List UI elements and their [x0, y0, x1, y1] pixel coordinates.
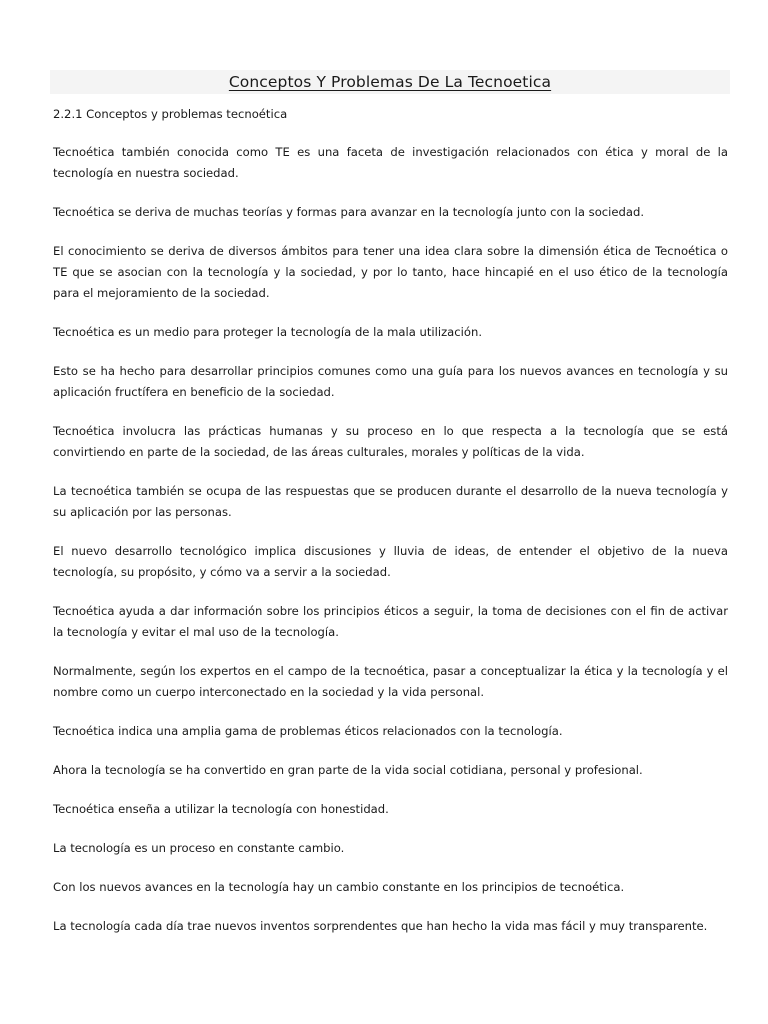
title-bar: [50, 70, 730, 94]
paragraph-13: Tecnoética enseña a utilizar la tecnología con honestidad.: [53, 802, 389, 816]
paragraph-16: La tecnología cada día trae nuevos inventos sorprendentes que han hecho la vida mas fácil y muy transparente.: [53, 919, 708, 933]
paragraph-3: El conocimiento se deriva de diversos ámbitos para tener una idea clara sobre la dimensión ética de Tecnoética o TE que se asocian con la tecnología y la sociedad, y por lo tanto, hace hincapié en el uso ético de la tecnología para el mejoramiento de la sociedad.: [53, 244, 728, 300]
paragraph-6: Tecnoética involucra las prácticas humanas y su proceso en lo que respecta a la tecnología que se está convirtiendo en parte de la sociedad, de las áreas culturales, morales y políticas de la vida.: [53, 424, 728, 459]
paragraph-5: Esto se ha hecho para desarrollar principios comunes como una guía para los nuevos avances en tecnología y su aplicación fructífera en beneficio de la sociedad.: [53, 364, 728, 399]
section-subheading: 2.2.1 Conceptos y problemas tecnoética: [53, 107, 288, 121]
paragraph-2: Tecnoética se deriva de muchas teorías y formas para avanzar en la tecnología junto con la sociedad.: [53, 205, 645, 219]
paragraph-7: La tecnoética también se ocupa de las respuestas que se producen durante el desarrollo de la nueva tecnología y su aplicación por las personas.: [53, 484, 728, 519]
paragraph-11: Tecnoética indica una amplia gama de problemas éticos relacionados con la tecnología.: [53, 724, 563, 738]
paragraph-12: Ahora la tecnología se ha convertido en gran parte de la vida social cotidiana, personal y profesional.: [53, 763, 643, 777]
paragraph-15: Con los nuevos avances en la tecnología hay un cambio constante en los principios de tecnoética.: [53, 880, 625, 894]
paragraph-1: Tecnoética también conocida como TE es una faceta de investigación relacionados con ética y moral de la tecnología en nuestra sociedad.: [53, 145, 728, 180]
paragraph-4: Tecnoética es un medio para proteger la tecnología de la mala utilización.: [53, 325, 483, 339]
paragraph-14: La tecnología es un proceso en constante cambio.: [53, 841, 345, 855]
document-title: Conceptos Y Problemas De La Tecnoetica: [228, 73, 552, 91]
paragraph-10: Normalmente, según los expertos en el campo de la tecnoética, pasar a conceptualizar la ética y la tecnología y el nombre como un cuerpo interconectado en la sociedad y la vida personal.: [53, 664, 728, 699]
paragraph-8: El nuevo desarrollo tecnológico implica discusiones y lluvia de ideas, de entender el objetivo de la nueva tecnología, su propósito, y cómo va a servir a la sociedad.: [53, 544, 728, 579]
paragraph-9: Tecnoética ayuda a dar información sobre los principios éticos a seguir, la toma de decisiones con el fin de activar la tecnología y evitar el mal uso de la tecnología.: [53, 604, 728, 639]
